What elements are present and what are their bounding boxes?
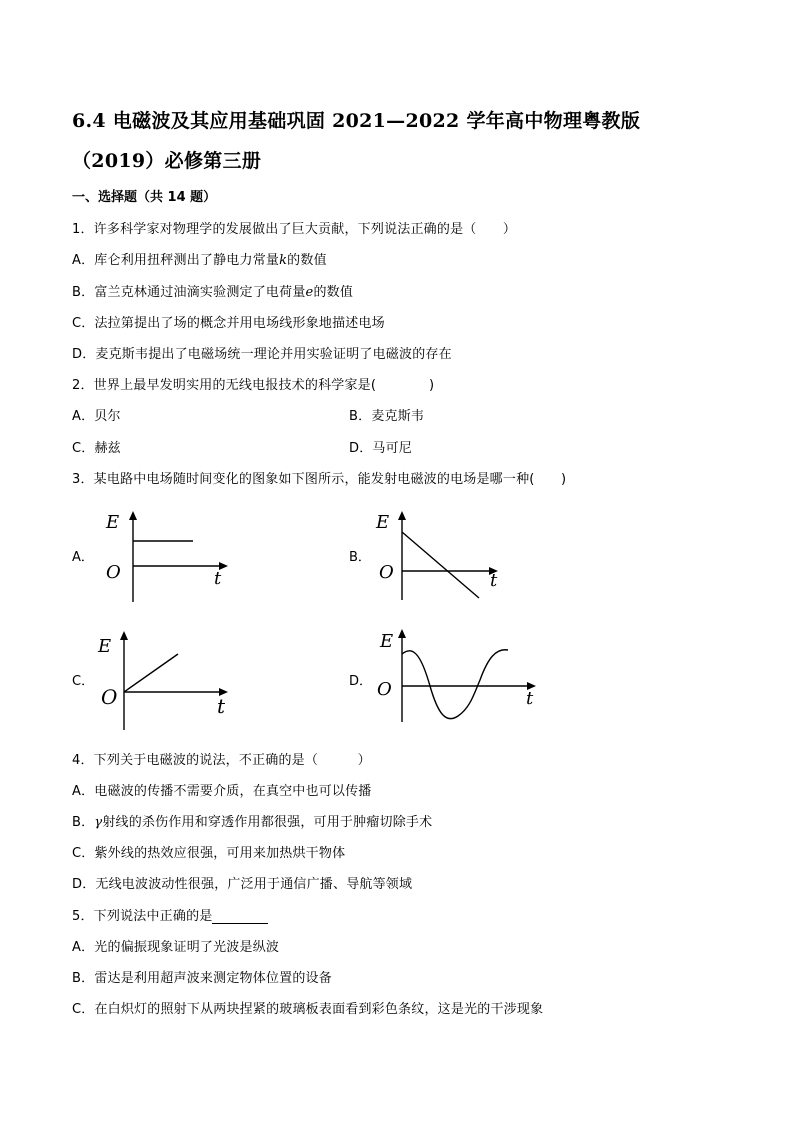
q2-option-c: C．赫兹 — [72, 441, 121, 456]
q2-stem: 2．世界上最早发明实用的无线电报技术的科学家是( ) — [72, 378, 435, 393]
q3-graph-b — [372, 510, 512, 602]
doc-title-line2: （2019）必修第三册 — [72, 150, 262, 172]
q5-stem: 5．下列说法中正确的是 — [72, 905, 268, 924]
q2-option-d: D．马可尼 — [349, 441, 413, 456]
q3-graph-c — [96, 630, 236, 732]
q3-option-b-label: B． — [349, 550, 371, 565]
q3-graph-a — [100, 510, 240, 610]
q5-option-a: A．光的偏振现象证明了光波是纵波 — [72, 940, 280, 955]
q3-d-axis-t: t — [526, 688, 534, 709]
q3-c-axis-t: t — [217, 694, 226, 718]
q4-stem: 4．下列关于电磁波的说法，不正确的是（ ） — [72, 753, 371, 768]
q1-option-b: B．富兰克林通过油滴实验测定了电荷量e的数值 — [72, 285, 354, 300]
q3-d-origin: O — [377, 679, 392, 700]
q1-option-c: C．法拉第提出了场的概念并用电场线形象地描述电场 — [72, 316, 385, 331]
q2-option-b: B．麦克斯韦 — [349, 409, 425, 424]
q5-option-c: C．在白炽灯的照射下从两块捏紧的玻璃板表面看到彩色条纹，这是光的干涉现象 — [72, 1002, 544, 1017]
q1-option-a: A．库仑利用扭秤测出了静电力常量k的数值 — [72, 253, 327, 268]
q3-c-origin: O — [101, 685, 118, 709]
q3-option-c-label: C． — [72, 674, 95, 689]
q3-a-axis-e: E — [106, 512, 120, 533]
q4-option-c: C．紫外线的热效应很强，可用来加热烘干物体 — [72, 846, 346, 861]
q3-option-a-label: A． — [72, 550, 94, 565]
q3-a-origin: O — [106, 562, 121, 583]
q2-option-a: A．贝尔 — [72, 409, 121, 424]
q4-option-b: B．γ射线的杀伤作用和穿透作用都很强，可用于肿瘤切除手术 — [72, 815, 433, 830]
q4-option-a: A．电磁波的传播不需要介质，在真空中也可以传播 — [72, 784, 372, 799]
answer-blank — [212, 911, 268, 924]
q3-graph-d — [374, 628, 542, 724]
q1-stem: 1．许多科学家对物理学的发展做出了巨大贡献，下列说法正确的是（ ） — [72, 222, 517, 237]
q3-c-axis-e: E — [98, 636, 112, 657]
q3-option-d-label: D． — [349, 674, 373, 689]
q3-b-axis-e: E — [376, 512, 390, 533]
q3-stem: 3．某电路中电场随时间变化的图象如下图所示，能发射电磁波的电场是哪一种( ) — [72, 472, 567, 487]
q3-b-origin: O — [379, 562, 394, 583]
section-heading: 一、选择题（共 14 题） — [72, 190, 217, 205]
doc-title-line1: 6.4 电磁波及其应用基础巩固 2021—2022 学年高中物理粤教版 — [72, 110, 641, 132]
q3-b-axis-t: t — [490, 570, 498, 591]
q3-a-axis-t: t — [214, 568, 222, 589]
q5-option-b: B．雷达是利用超声波来测定物体位置的设备 — [72, 971, 332, 986]
q1-option-d: D．麦克斯韦提出了电磁场统一理论并用实验证明了电磁波的存在 — [72, 347, 452, 362]
q3-d-axis-e: E — [380, 631, 394, 652]
q4-option-d: D．无线电波波动性很强，广泛用于通信广播、导航等领域 — [72, 877, 413, 892]
